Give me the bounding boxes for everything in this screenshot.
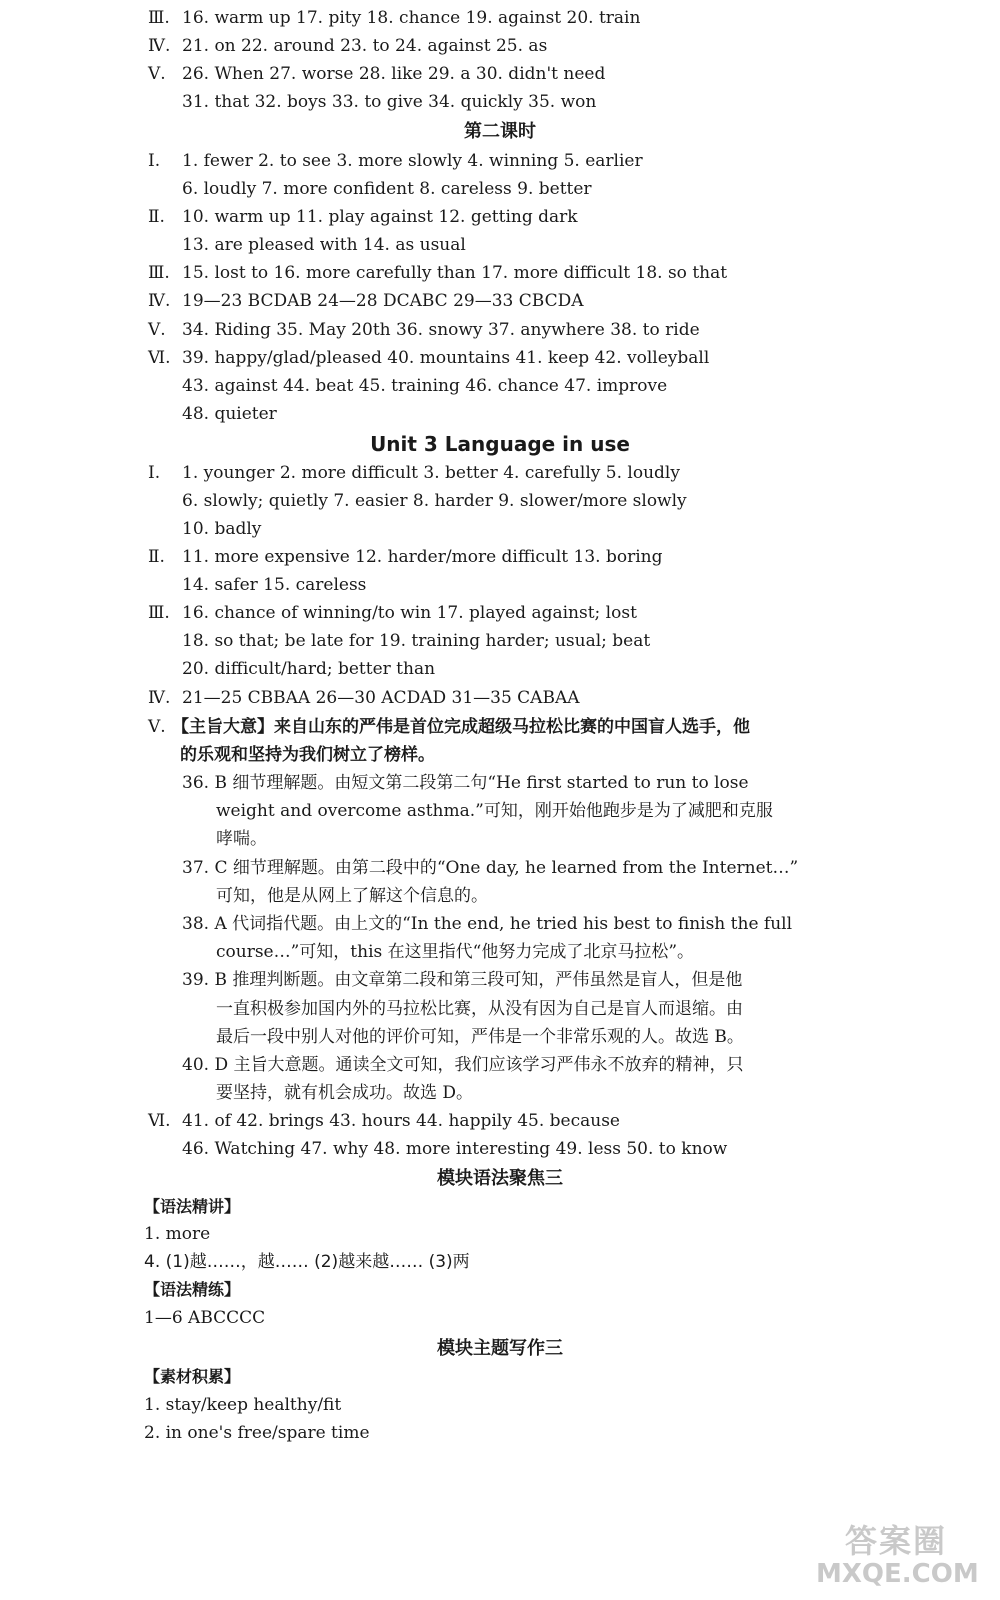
section-heading: 模块语法聚焦三 — [437, 1168, 563, 1189]
writing-line: 1. stay/keep healthy/fit — [144, 1395, 342, 1415]
section-heading: 第二课时 — [464, 121, 536, 142]
answer-key-page: Ⅲ. 16. warm up 17. pity 18. chance 19. against 20. train Ⅳ. 21. on 22. around 23. to 24. against 25. as Ⅴ. 26. When 27. worse 28. like 29. a 30. didn't need 31. that 32. boys 33. to give 34. quickly 35. won 第二课时 Ⅰ. 1. fewer 2. to see 3. more slowly 4. winning 5. earlier 6. loudly 7. more confident 8. careless 9. better Ⅱ. 10. warm up 11. play against 12. getting dark 13. are pleased with 14. as usual Ⅲ. 15. lost to 16. more carefully than 17. more difficult 18. so that Ⅳ. 19—23 BCDAB 24—28 DCABC 29—33 CBCDA Ⅴ. 34. Riding 35. May 20th 36. snowy 37. anywhere 38. to ride Ⅵ. 39. happy/glad/pleased 40. mountains 41. keep 42. volleyball 43. against 44. beat 45. training 46. chance 47. improve 48. quieter Unit 3 Language in use Ⅰ. 1. younger 2. more difficult 3. better 4. carefully 5. loudly 6. slowly; quietly 7. easier 8. harder 9. slower/more slowly 10. badly Ⅱ. 11. more expensive 12. harder/more difficult 13. boring 14. safer 15. careless Ⅲ. 16. chance of winning/to win 17. played against; lost 18. so that; be late for 19. training harder; usual; beat 20. difficult/hard; better than Ⅳ. 21—25 CBBAA 26—30 ACDAD 31—35 CABAA Ⅴ. 【主旨大意】来自山东的严伟是首位完成超级马拉松比赛的中国盲人选手，他 的乐观和坚持为我们树立了榜样。 36. B 细节理解题。由短文第二段第二句“He first started to run to lose weight and overcome asthma.”可知，刚开始他跑步是为了减肥和克服 哮喘。 37. C 细节理解题。由第二段中的“One day, he learned from the Internet…” 可知，他是从网上了解这个信息的。 38. A 代词指代题。由上文的“In the end, he tried his best to finish the full course…”可知，this 在这里指代“他努力完成了北京马拉松”。 39. B 推理判断题。由文章第二段和第三段可知，严伟虽然是盲人，但是他 一直积极参加国内外的马拉松比赛，从没有因为自己是盲人而退缩。由 最后一段中别人对他的评价可知，严伟是一个非常乐观的人。故选 B。 40. D 主旨大意题。通读全文可知，我们应该学习严伟永不放弃的精神，只 要坚持，就有机会成功。故选 D。 Ⅵ. 41. of 42. brings 43. hours 44. happily 45. because 46. Watching 47. why 48. more interesting 49. less 50. to know 模块语法聚焦三 【语法精讲】 1. more 4. (1)越……，越…… (2)越来越…… (3)两 【语法精练】 1—6 ABCCCC 模块主题写作三 【素材积累】 1. stay/keep healthy/fit 2. in one's free/spare time 答案圈 MXQE.COM — [0, 0, 1000, 1600]
grammar-tag: 【语法精练】 — [144, 1280, 241, 1299]
watermark-cn: 答案圈 — [844, 1522, 947, 1560]
grammar-line: 1—6 ABCCCC — [144, 1308, 266, 1328]
grammar-line: 1. more — [144, 1224, 211, 1244]
writing-tag: 【素材积累】 — [144, 1367, 241, 1386]
grammar-line: 4. (1)越……，越…… (2)越来越…… (3)两 — [144, 1252, 470, 1272]
watermark-en: MXQE.COM — [816, 1559, 979, 1589]
section-heading: 模块主题写作三 — [437, 1338, 563, 1359]
watermark-logo — [816, 1522, 979, 1590]
summary-tag: 【主旨大意】 — [172, 717, 274, 737]
grammar-tag: 【语法精讲】 — [144, 1197, 241, 1216]
summary-text: 来自山东的严伟是首位完成超级马拉松比赛的中国盲人选手，他 — [274, 717, 750, 737]
unit-heading: Unit 3 Language in use — [370, 432, 630, 456]
writing-line: 2. in one's free/spare time — [144, 1423, 370, 1443]
